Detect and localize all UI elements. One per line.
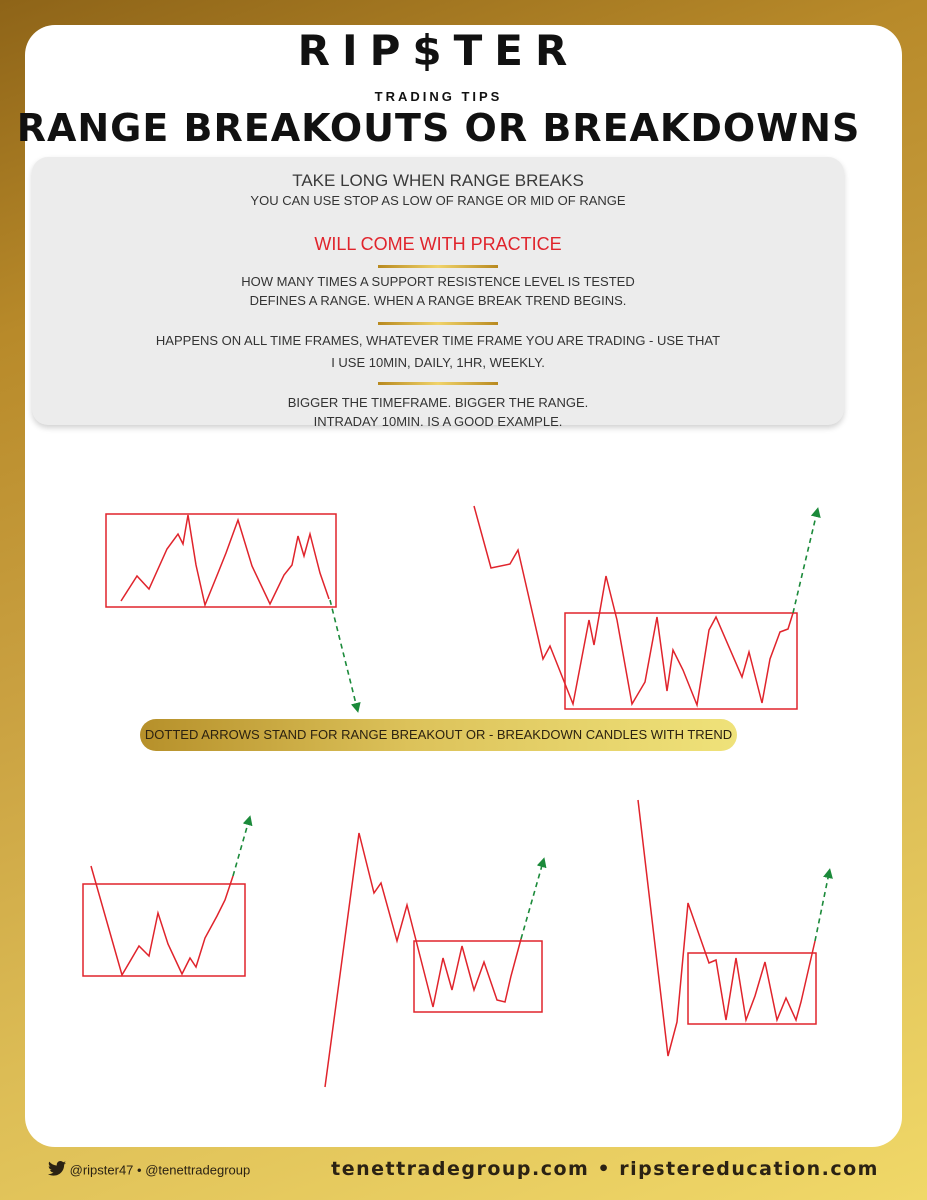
breakdown-arrow [330,600,357,708]
info-highlight: WILL COME WITH PRACTICE [314,234,562,254]
range-breakout-1 [474,506,817,709]
twitter-handle[interactable]: @tenettradegroup [145,1162,251,1178]
price-line [325,833,521,1087]
info-line: INTRADAY 10MIN. IS A GOOD EXAMPLE. [313,414,563,429]
range-breakout-4 [638,800,829,1056]
logo-subtitle: TRADING TIPS [374,89,503,104]
range-box [688,953,816,1024]
info-line: DEFINES A RANGE. WHEN A RANGE BREAK TREND BEGINS. [249,293,627,308]
price-line [91,866,233,975]
page-title: RANGE BREAKOUTS OR BREAKDOWNS [16,106,861,150]
website-link[interactable]: tenettradegroup.com [331,1158,590,1180]
website-link[interactable]: ripstereducation.com [619,1158,879,1180]
breakout-arrow [793,512,817,613]
info-line: HAPPENS ON ALL TIME FRAMES, WHATEVER TIME FRAME YOU ARE TRADING - USE THAT [155,333,721,348]
ripster-logo: RIP$TER [297,26,580,75]
range-breakdown-1 [106,514,357,708]
info-line: BIGGER THE TIMEFRAME. BIGGER THE RANGE. [287,395,589,410]
price-line [474,506,793,705]
twitter-handle[interactable]: @ripster47 [69,1162,134,1178]
info-line: I USE 10MIN, DAILY, 1HR, WEEKLY. [331,355,545,370]
breakout-arrow [521,862,543,939]
info-line: HOW MANY TIMES A SUPPORT RESISTENCE LEVEL IS TESTED [241,274,635,289]
price-line [638,800,815,1056]
price-line [121,515,329,605]
range-box [565,613,797,709]
range-breakout-2 [83,820,249,976]
range-breakout-3 [325,833,543,1087]
info-line: YOU CAN USE STOP AS LOW OF RANGE OR MID OF RANGE [250,193,626,208]
separator-dot: • [597,1158,612,1180]
footer-sites [331,1158,879,1180]
separator-dot: • [137,1162,142,1178]
info-heading: TAKE LONG WHEN RANGE BREAKS [292,171,584,190]
range-box [414,941,542,1012]
range-box [106,514,336,607]
legend-pill: DOTTED ARROWS STAND FOR RANGE BREAKOUT OR - BREAKDOWN CANDLES WITH TREND [140,719,737,751]
footer-social [48,1161,250,1181]
twitter-bird-icon [48,1161,66,1181]
breakout-arrow [233,820,249,876]
logo-dollar-sign: $ [412,26,454,75]
breakout-arrow [815,873,829,941]
